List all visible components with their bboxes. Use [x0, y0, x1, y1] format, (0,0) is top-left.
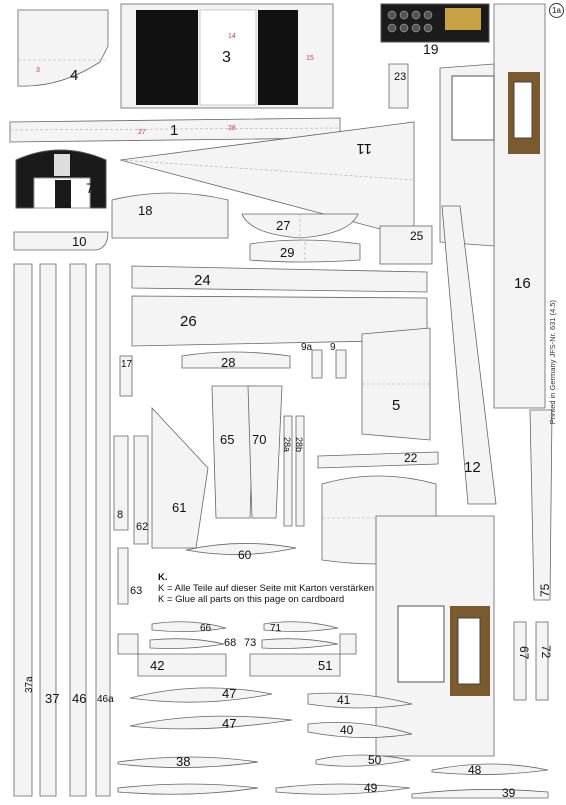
- part-label-65: 65: [220, 432, 235, 447]
- part-label-49: 49: [364, 781, 378, 795]
- part-10: [14, 232, 108, 250]
- part-label-27: 27: [276, 218, 291, 233]
- part-label-28a: 28a: [282, 437, 292, 453]
- part-label-3: 3: [222, 49, 231, 66]
- part-label-50: 50: [368, 753, 382, 767]
- part-label-42: 42: [150, 658, 165, 673]
- part-22: [318, 451, 438, 468]
- part-24: [132, 266, 427, 292]
- part-29: [250, 240, 360, 262]
- svg-text:14: 14: [228, 33, 236, 40]
- part-38: [118, 754, 258, 794]
- part-label-28b: 28b: [294, 437, 304, 453]
- part-label-19: 19: [423, 41, 439, 57]
- part-5: [362, 328, 430, 440]
- part-label-25: 25: [410, 229, 424, 243]
- part-9a: [301, 342, 322, 378]
- part-label-12: 12: [464, 459, 481, 476]
- part-7: [16, 150, 106, 208]
- part-47-a: [130, 686, 272, 702]
- part-label-10: 10: [72, 234, 87, 249]
- part-3: [121, 4, 333, 108]
- part-label-61: 61: [172, 500, 187, 515]
- strips-left: [14, 264, 114, 796]
- part-label-9: 9: [330, 342, 336, 353]
- part-label-23: 23: [394, 71, 407, 83]
- part-18: [112, 193, 228, 238]
- part-49: [276, 781, 410, 795]
- part-19-instrument-panel: [381, 4, 489, 57]
- part-70: [248, 386, 282, 518]
- sheet-number-badge: 1a: [549, 3, 564, 18]
- part-12: [442, 206, 496, 504]
- part-label-71: 71: [270, 623, 282, 634]
- part-label-9a: 9a: [301, 342, 313, 353]
- part-27: [242, 214, 358, 238]
- part-48: [432, 763, 548, 777]
- svg-text:27: 27: [138, 129, 146, 136]
- part-9: [330, 342, 346, 378]
- part-4: [18, 10, 108, 86]
- part-60: [186, 543, 296, 562]
- part-label-8: 8: [117, 509, 124, 521]
- printed-line: Printed in Germany JFS-Nr. 631 (4.5): [548, 300, 557, 425]
- part-63: [118, 548, 142, 604]
- part-label-17: 17: [121, 359, 133, 370]
- part-62: [134, 436, 148, 544]
- part-28a: [282, 416, 292, 526]
- part-39: [412, 786, 548, 800]
- note-line-de: K = Alle Teile auf dieser Seite mit Karton verstärken: [158, 583, 375, 594]
- part-label-1: 1: [170, 122, 179, 139]
- part-label-40: 40: [340, 723, 354, 737]
- part-72: [536, 622, 553, 700]
- part-label-11: 11: [356, 140, 372, 157]
- part-47-b: [130, 716, 292, 731]
- svg-text:15: 15: [306, 55, 314, 62]
- part-65: [212, 386, 254, 518]
- note-heading: K.: [158, 572, 168, 583]
- part-label-75: 75: [538, 583, 552, 597]
- part-label-26: 26: [180, 313, 197, 330]
- part-73: [244, 637, 338, 649]
- part-label-22: 22: [404, 451, 418, 465]
- part-label-5: 5: [392, 397, 401, 414]
- part-28b: [294, 416, 304, 526]
- part-label-24: 24: [194, 272, 211, 289]
- part-label-29: 29: [280, 245, 295, 260]
- part-label-7: 7: [86, 180, 94, 196]
- part-66: [152, 622, 226, 634]
- part-label-51: 51: [318, 658, 333, 673]
- note-line-en: K = Glue all parts on this page on cardboard: [158, 594, 345, 605]
- part-68: [150, 637, 236, 649]
- part-label-73: 73: [244, 637, 257, 649]
- svg-text:28: 28: [228, 125, 236, 132]
- part-28: [182, 352, 290, 370]
- part-label-28: 28: [221, 355, 236, 370]
- printed-in-germany: [548, 300, 558, 460]
- part-label-67: 67: [517, 646, 531, 660]
- part-label-60: 60: [238, 548, 252, 562]
- part-label-70: 70: [252, 432, 267, 447]
- part-label-72: 72: [539, 645, 553, 659]
- part-8: [114, 436, 128, 530]
- part-67: [514, 622, 531, 700]
- part-label-47: 47: [222, 686, 237, 701]
- part-61: [152, 408, 208, 548]
- svg-text:3: 3: [36, 67, 40, 74]
- part-label-66: 66: [200, 623, 212, 634]
- part-23: [389, 64, 408, 108]
- part-label-47b: 47: [222, 716, 237, 731]
- part-label-16: 16: [514, 275, 531, 292]
- part-71: [264, 622, 338, 634]
- part-label-46a: 46a: [97, 694, 114, 705]
- part-label-37: 37: [45, 691, 60, 706]
- part-label-38: 38: [176, 754, 191, 769]
- part-label-46: 46: [72, 691, 87, 706]
- part-label-62: 62: [136, 521, 149, 533]
- part-label-63: 63: [130, 585, 143, 597]
- glue-note: [158, 572, 408, 605]
- part-label-37a: 37a: [24, 676, 35, 693]
- part-label-41: 41: [337, 693, 351, 707]
- part-lower-wing-panel: [376, 516, 494, 756]
- part-17: [120, 356, 133, 396]
- part-label-18: 18: [138, 203, 153, 218]
- part-label-48: 48: [468, 763, 482, 777]
- part-label-4: 4: [70, 67, 79, 84]
- part-label-39: 39: [502, 786, 516, 800]
- part-label-68: 68: [224, 637, 237, 649]
- part-25: [380, 226, 432, 264]
